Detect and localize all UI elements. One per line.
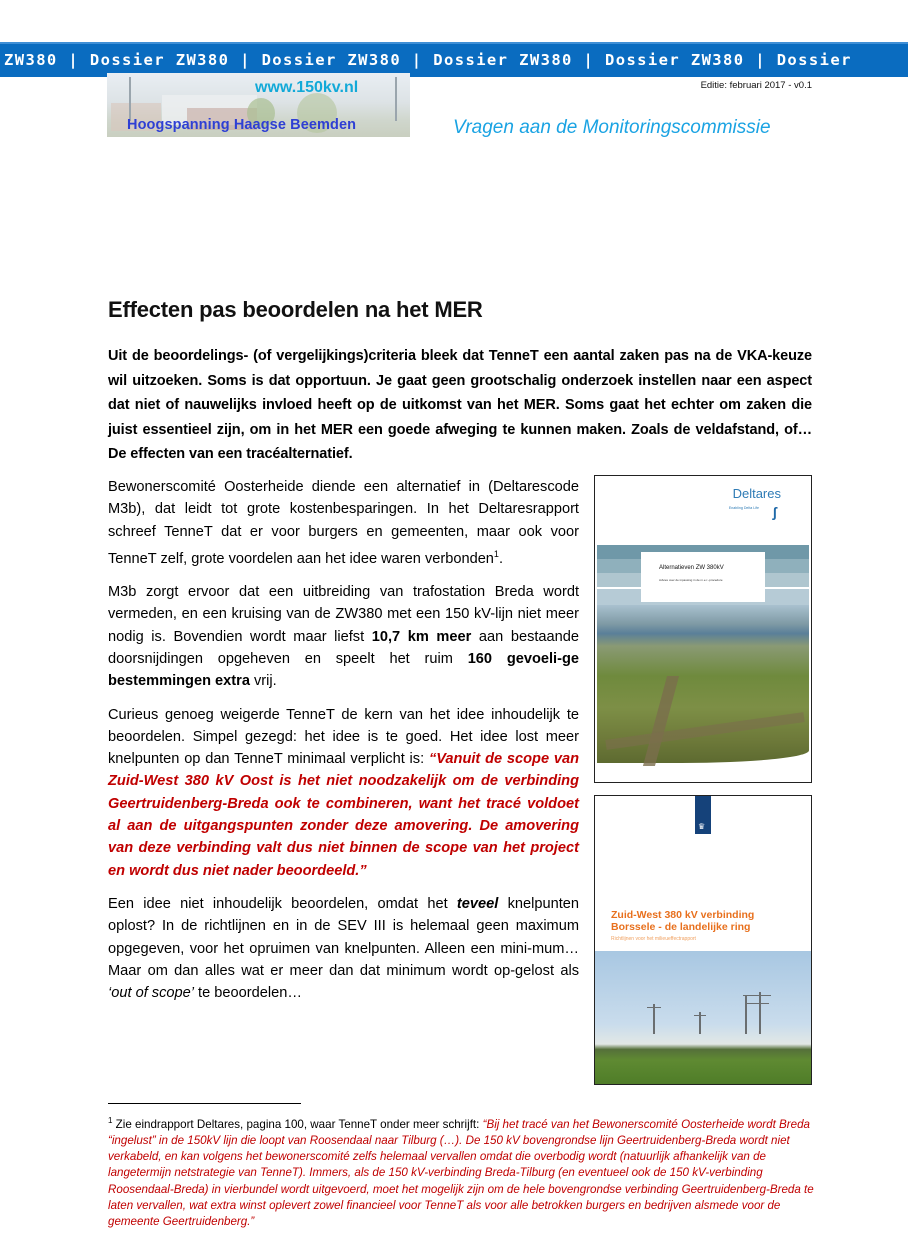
paragraph-2 [108, 581, 579, 692]
crest-icon: ♛ [698, 822, 706, 831]
dossier-banner [0, 42, 908, 77]
paragraph-text: aan bestaande doorsnijdingen opgeheven en speelt het ruim [108, 628, 580, 667]
deltares-tagline: Enabling Delta Life [728, 506, 759, 510]
cover-pylon-photo [595, 951, 811, 1084]
rijksoverheid-report-cover [594, 795, 812, 1085]
paragraph-text: Curieus genoeg weigerde TenneT de kern van het idee inhoudelijk te beoordelen. Simpel gezegd: het idee is te goed. Het idee lost meer knelpunten op dan TenneT minimaal verplicht is: [108, 706, 579, 768]
article-lead: Uit de beoordelings- (of vergelijkings)criteria bleek dat TenneT een aantal zaken pas na de VKA-keuze wil uitzoeken. Soms is dat opportuun. Je gaat geen grootschalig onderzoek instellen naar een aspect dat niet of nauwelijks invloed heeft op de uitkomst van het MER. Soms gaat het echter om zaken die juist essentieel zijn, om in het MER een goede afweging te kunnen maken. Zoals de veldafstand, of… De effecten van een tracéalternatief. [108, 348, 812, 463]
pylon-icon [653, 1004, 655, 1034]
paragraph-text: te beoordelen… [194, 985, 302, 1002]
edition-label: Editie: februari 2017 - v0.1 [700, 80, 812, 91]
footnote [108, 1113, 820, 1230]
pylon-arm [694, 1015, 706, 1017]
paragraph-1 [108, 476, 579, 570]
pylon-icon [129, 77, 131, 121]
cover-subtitle: Richtlijnen voor het milieueffectrapport [611, 936, 696, 942]
paragraph-text: Een idee niet inhoudelijk beoordelen, omdat het [108, 895, 457, 912]
cover-title-card [641, 552, 765, 602]
pylon-arm [647, 1007, 661, 1009]
tennet-quote: “Vanuit de scope van Zuid-West 380 kV Oost is het niet noodzakelijk om de verbinding Geertruidenberg-Breda ook te combineren, want het tracé voldoet al aan de uitgangspunten zonder deze amovering. De amovering van deze verbinding valt dus niet binnen de scope van het project en wordt dus niet nader beoordeeld.” [108, 751, 579, 879]
emphasis-destinations: 160 gevoeli-ge bestemmingen extra [108, 650, 579, 690]
article-body [108, 476, 579, 1015]
paragraph-text: knelpunten oplost? In de richtlijnen en in de SEV III is helemaal geen maximum opgegeven, voor het opruimen van knelpunten. Alleen een mini-mum… Maar om dan alles wat er meer dan dat minimum wordt op-gelost als [108, 895, 579, 979]
footnote-text: Zie eindrapport Deltares, pagina 100, waar TenneT onder meer schrijft: [112, 1117, 483, 1131]
pylon-arm [743, 995, 771, 997]
cover-title: Alternatieven ZW 380kV [659, 565, 724, 571]
footnote-quote: “Bij het tracé van het Bewonerscomité Oosterheide wordt Breda “ingelust” in de 150kV lijn die loopt van Roosendaal naar Tilburg (…). De 150 kV bovengrondse lijn Geertruidenberg-Breda wordt niet verkabeld, en kan volgens het bewonerscomité zelfs helemaal vervallen omdat die overbodig wordt (natuurlijk afhankelijk van de langetermijn netstrategie van TenneT). Immers, als de 150 kV-verbinding Breda-Tilburg (en eventueel ook de 150 kV-verbinding Roosendaal-Breda) in vierbundel wordt uitgevoerd, moet het mogelijk zijn om de hele bovengrondse verbinding Geertruidenberg-Breda te laten vervallen, wat extra winst oplevert zowel financieel voor TenneT als voor alle betrokken burgers en bedrijven alsmede voor de gemeente Geertruidenberg.” [108, 1117, 814, 1229]
logo-title: Hoogspanning Haagse Beemden [127, 117, 357, 133]
paragraph-text: M3b zorgt ervoor dat een uitbreiding van trafostation Breda wordt vermeden, en een kruising van de ZW380 met een 150 kV-lijn niet meer nodig is. Bovendien wordt maar liefst [108, 584, 579, 645]
footnote-ref[interactable]: 1 [493, 548, 499, 559]
pylon-icon [759, 992, 761, 1034]
paragraph-end: . [498, 550, 503, 567]
footnote-separator [108, 1103, 301, 1104]
pylon-arm [745, 1003, 769, 1005]
cover-title [611, 909, 754, 933]
cover-title-line: Zuid-West 380 kV verbinding [611, 909, 755, 921]
cover-subtitle: Advies over de inpassing in de m.e.r.-procedure [659, 578, 723, 582]
rijksoverheid-logo [695, 796, 711, 834]
emphasis-out-of-scope: ‘out of scope’ [108, 985, 194, 1002]
deltares-logo-icon: ʃ [772, 504, 777, 520]
banner-text: ZW380 | Dossier ZW380 | Dossier ZW380 | Dossier ZW380 | Dossier ZW380 | Dossier [4, 51, 852, 69]
article-title: Effecten pas beoordelen na het MER [108, 297, 483, 322]
pylon-icon [395, 77, 397, 121]
paragraph-4 [108, 893, 579, 1004]
logo-url: www.150kv.nl [255, 79, 359, 96]
footnote-number: 1 [108, 1116, 113, 1125]
emphasis-teveel: teveel [456, 895, 499, 912]
deltares-logo-text: Deltares [732, 486, 781, 501]
paragraph-text: vrij. [249, 673, 277, 690]
site-logo-banner[interactable] [107, 73, 410, 137]
paragraph-3 [108, 704, 579, 882]
page-subtitle: Vragen aan de Monitoringscommissie [453, 117, 771, 138]
paragraph-text: Bewonerscomité Oosterheide diende een alternatief in (Deltarescode M3b), dat leidt tot grote kostenbesparingen. In het Deltaresrapport schreef TenneT dat er voor burgers en gemeenten, maar ook voor TenneT zelf, grote voordelen aan het idee waren verbonden [108, 479, 579, 567]
emphasis-distance: 10,7 km meer [371, 628, 472, 645]
cover-title-line: Borssele - de landelijke ring [611, 921, 751, 933]
deltares-report-cover [594, 475, 812, 783]
